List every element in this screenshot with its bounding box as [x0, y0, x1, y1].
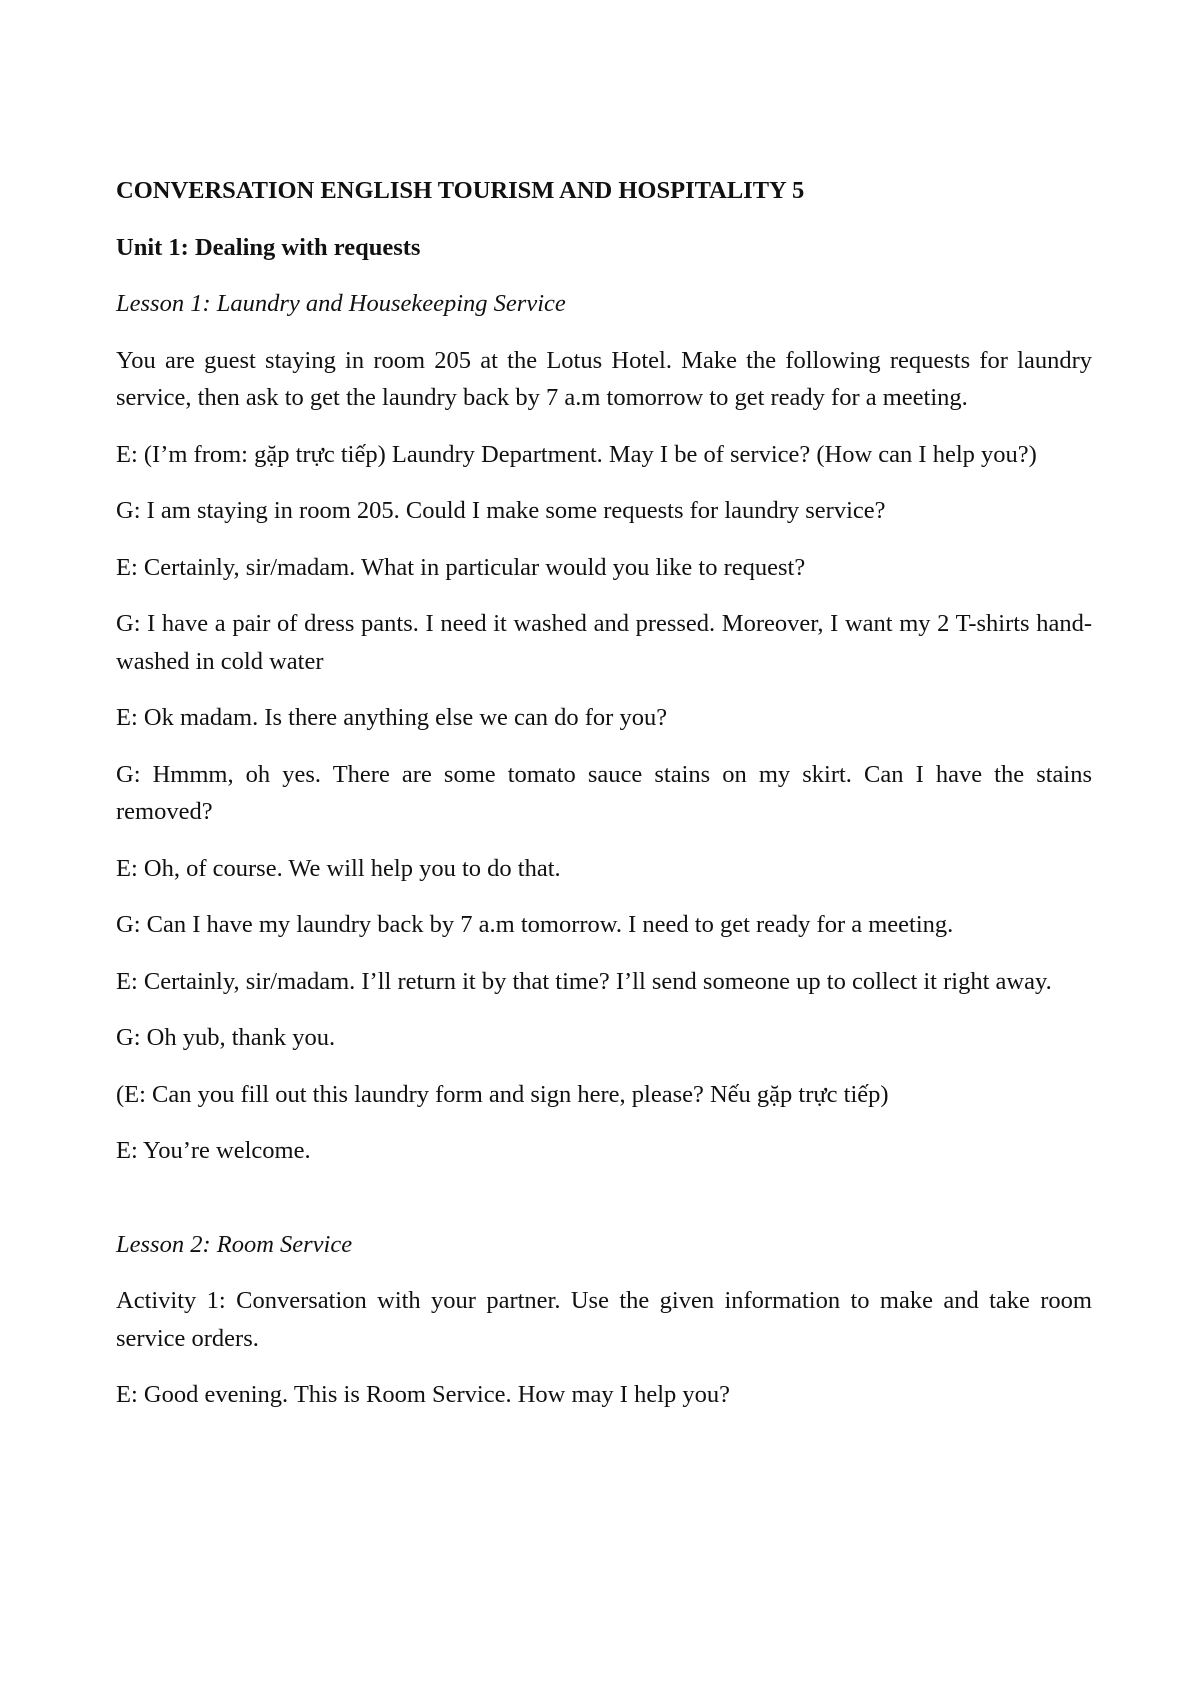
- dialogue-line: E: (I’m from: gặp trực tiếp) Laundry Department. May I be of service? (How can I help you?): [116, 440, 1037, 468]
- document-title: CONVERSATION ENGLISH TOURISM AND HOSPITALITY 5: [116, 177, 805, 204]
- dialogue-line: E: Certainly, sir/madam. What in particular would you like to request?: [116, 553, 806, 581]
- dialogue-line: G: Oh yub, thank you.: [116, 1024, 336, 1051]
- lesson-2-activity: Activity 1: Conversation with your partner. Use the given information to make and take room service orders.: [116, 1287, 1092, 1352]
- lesson-1-instructions: You are guest staying in room 205 at the Lotus Hotel. Make the following requests for laundry service, then ask to get the laundry back by 7 a.m tomorrow to get ready for a meeting.: [116, 346, 1092, 411]
- dialogue-line: E: Oh, of course. We will help you to do that.: [116, 854, 561, 882]
- dialogue-line: G: I am staying in room 205. Could I make some requests for laundry service?: [116, 497, 886, 524]
- dialogue-line: E: Good evening. This is Room Service. How may I help you?: [116, 1381, 730, 1408]
- dialogue-line: G: I have a pair of dress pants. I need it washed and pressed. Moreover, I want my 2 T-shirts hand-washed in cold water: [116, 610, 1092, 675]
- document-page: [116, 172, 1092, 1433]
- dialogue-line: G: Can I have my laundry back by 7 a.m tomorrow. I need to get ready for a meeting.: [116, 911, 954, 938]
- dialogue-line: E: Certainly, sir/madam. I’ll return it by that time? I’ll send someone up to collect it right away.: [116, 967, 1052, 995]
- unit-title: Unit 1: Dealing with requests: [116, 233, 421, 261]
- dialogue-line: E: Ok madam. Is there anything else we can do for you?: [116, 704, 668, 731]
- dialogue-line: G: Hmmm, oh yes. There are some tomato sauce stains on my skirt. Can I have the stains removed?: [116, 760, 1092, 825]
- lesson-1-title: Lesson 1: Laundry and Housekeeping Service: [116, 290, 566, 317]
- dialogue-line: (E: Can you fill out this laundry form and sign here, please? Nếu gặp trực tiếp): [116, 1080, 889, 1108]
- dialogue-line: E: You’re welcome.: [116, 1137, 311, 1164]
- lesson-2-title: Lesson 2: Room Service: [116, 1230, 353, 1258]
